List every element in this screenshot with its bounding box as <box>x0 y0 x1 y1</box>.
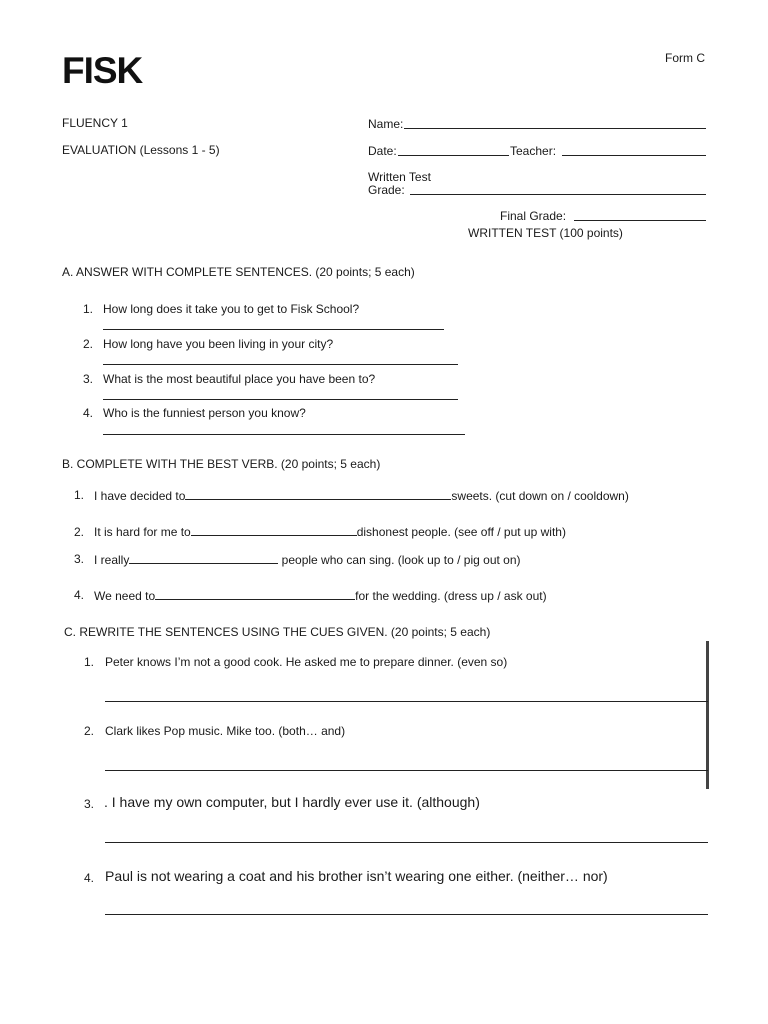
grade-label: Grade: <box>368 183 405 197</box>
b1-before: I have decided to <box>94 489 186 503</box>
c1-sentence: Peter knows I’m not a good cook. He asked me to prepare dinner. (even so) <box>105 655 508 669</box>
section-c-heading: C. REWRITE THE SENTENCES USING THE CUES GIVEN. (20 points; 5 each) <box>64 625 491 639</box>
a4-number: 4. <box>83 406 94 420</box>
b2-number: 2. <box>74 525 85 539</box>
test-title: WRITTEN TEST (100 points) <box>468 226 623 240</box>
name-label: Name: <box>368 117 404 131</box>
c3-number: 3. <box>84 797 95 811</box>
svg-text:FISK: FISK <box>62 52 143 86</box>
written-test-label: Written Test <box>368 170 431 184</box>
b3-number: 3. <box>74 552 85 566</box>
b4-after: for the wedding. (dress up / ask out) <box>355 589 547 603</box>
b1-after: sweets. (cut down on / cooldown) <box>451 489 629 503</box>
name-field[interactable] <box>404 128 706 129</box>
a3-answer-line[interactable] <box>103 399 458 400</box>
b2-before: It is hard for me to <box>94 525 191 539</box>
teacher-label: Teacher: <box>510 144 557 158</box>
b4-sentence <box>94 588 547 603</box>
b3-before: I really <box>94 553 130 567</box>
final-grade-label: Final Grade: <box>500 209 567 223</box>
b1-number: 1. <box>74 488 85 502</box>
teacher-field[interactable] <box>562 155 706 156</box>
a1-question: How long does it take you to get to Fisk School? <box>103 302 360 316</box>
b4-before: We need to <box>94 589 156 603</box>
b1-blank[interactable] <box>185 488 451 500</box>
fisk-logo <box>62 52 154 86</box>
a4-answer-line[interactable] <box>103 434 465 435</box>
b1-sentence <box>94 488 629 503</box>
b4-number: 4. <box>74 588 85 602</box>
final-grade-field[interactable] <box>574 220 706 221</box>
a2-number: 2. <box>83 337 94 351</box>
grade-field[interactable] <box>410 194 706 195</box>
date-label: Date: <box>368 144 397 158</box>
a4-question: Who is the funniest person you know? <box>103 406 306 420</box>
b2-sentence <box>94 524 566 539</box>
c4-number: 4. <box>84 871 95 885</box>
c3-answer-line[interactable] <box>105 842 708 843</box>
margin-bar <box>706 641 709 789</box>
a1-answer-line[interactable] <box>103 329 444 330</box>
b4-blank[interactable] <box>155 588 355 600</box>
b3-after: people who can sing. (look up to / pig out on) <box>278 553 521 567</box>
form-label: Form C <box>665 51 705 65</box>
b2-after: dishonest people. (see off / put up with) <box>356 525 566 539</box>
a3-number: 3. <box>83 372 94 386</box>
c2-number: 2. <box>84 724 95 738</box>
c1-answer-line[interactable] <box>105 701 708 702</box>
a1-number: 1. <box>83 302 94 316</box>
c1-number: 1. <box>84 655 95 669</box>
c2-sentence: Clark likes Pop music. Mike too. (both… and) <box>105 724 346 738</box>
evaluation-title: EVALUATION (Lessons 1 - 5) <box>62 143 220 157</box>
c3-sentence: . I have my own computer, but I hardly ever use it. (although) <box>104 794 480 810</box>
b3-blank[interactable] <box>129 552 278 564</box>
section-a-heading: A. ANSWER WITH COMPLETE SENTENCES. (20 points; 5 each) <box>62 265 415 279</box>
c2-answer-line[interactable] <box>105 770 708 771</box>
date-field[interactable] <box>398 155 509 156</box>
a3-question: What is the most beautiful place you have been to? <box>103 372 376 386</box>
b3-sentence <box>94 552 521 567</box>
a2-question: How long have you been living in your city? <box>103 337 334 351</box>
c4-answer-line[interactable] <box>105 914 708 915</box>
course-title: FLUENCY 1 <box>62 116 128 130</box>
section-b-heading: B. COMPLETE WITH THE BEST VERB. (20 points; 5 each) <box>62 457 381 471</box>
a2-answer-line[interactable] <box>103 364 458 365</box>
c4-sentence: Paul is not wearing a coat and his brother isn’t wearing one either. (neither… nor) <box>105 868 608 884</box>
b2-blank[interactable] <box>191 524 357 536</box>
